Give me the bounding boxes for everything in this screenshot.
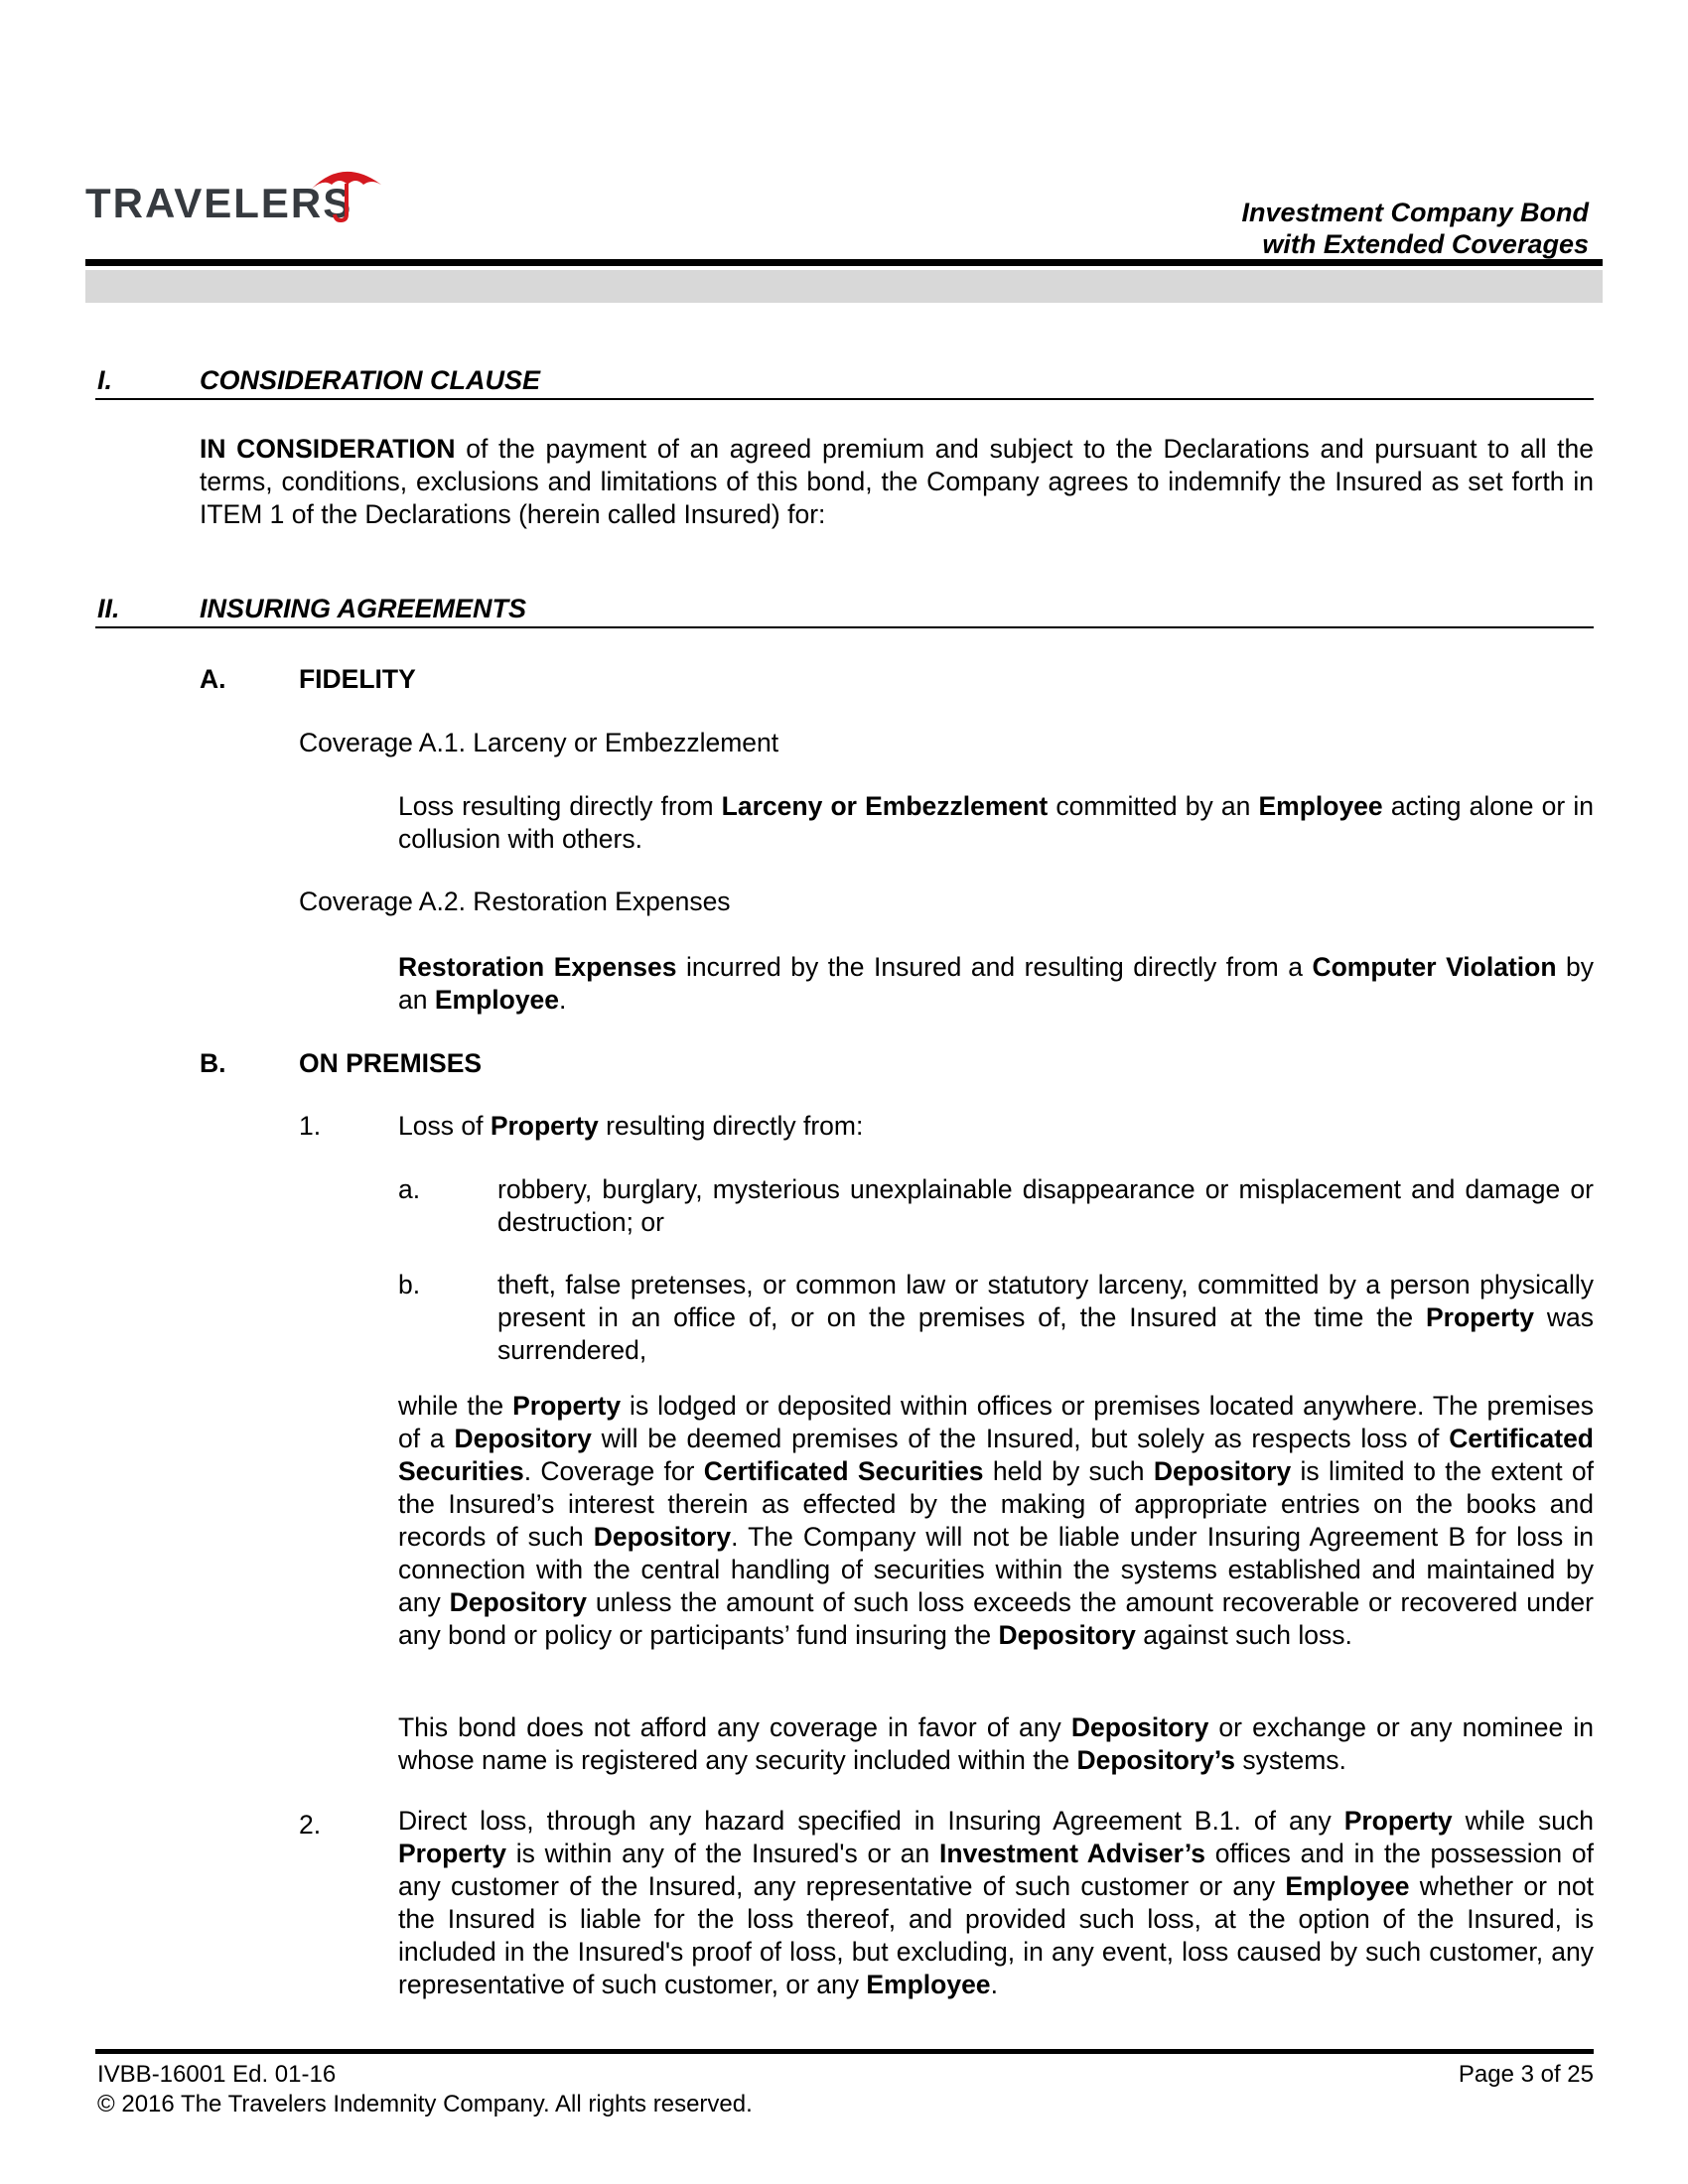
item-number-2: 2. bbox=[299, 1810, 322, 1840]
while-lodged-paragraph: while the Property is lodged or deposited within offices or premises located anywhere. The premises of a Depository will be deemed premises of the Insured, but solely as respects loss of Certificated Securities. Coverage for Certificated Securities held by such Depository is limited to the extent of the Insured’s interest therein as effected by the making of appropriate entries on the books and records of such Depository. The Company will not be liable under Insuring Agreement B for loss in connection with the central handling of securities within the systems established and maintained by any Depository unless the amount of such loss exceeds the amount recoverable or recovered under any bond or policy or participants’ fund insuring the Depository against such loss. bbox=[398, 1391, 1594, 1650]
section-heading-consideration bbox=[95, 364, 1594, 400]
coverage-a1-title: Coverage A.1. Larceny or Embezzlement bbox=[299, 728, 779, 757]
nominee-paragraph: This bond does not afford any coverage in favor of any Depository or exchange or any nominee in whose name is registered any security included within the Depository’s systems. bbox=[398, 1712, 1595, 1775]
footer-rule bbox=[95, 2049, 1594, 2054]
item-1-text: Loss of Property resulting directly from: bbox=[398, 1111, 864, 1141]
document-title-line1: Investment Company Bond bbox=[1241, 198, 1589, 227]
umbrella-icon bbox=[306, 163, 385, 222]
form-id: IVBB-16001 Ed. 01-16 bbox=[97, 2061, 337, 2088]
travelers-logo bbox=[85, 161, 383, 230]
subsection-letter-a: A. bbox=[200, 664, 226, 694]
item-number-1: 1. bbox=[299, 1111, 322, 1141]
coverage-a2-title: Coverage A.2. Restoration Expenses bbox=[299, 887, 731, 916]
header-gray-band bbox=[85, 270, 1603, 303]
header-rule bbox=[85, 259, 1603, 266]
page-number: Page 3 of 25 bbox=[1458, 2061, 1594, 2088]
section-number: I. bbox=[97, 365, 113, 395]
document-title-line2: with Extended Coverages bbox=[1262, 229, 1589, 259]
subsection-title-fidelity: FIDELITY bbox=[299, 664, 416, 694]
sub-item-a-text: robbery, burglary, mysterious unexplainable disappearance or misplacement and damage or destruction; or bbox=[497, 1174, 1594, 1237]
copyright: © 2016 The Travelers Indemnity Company. All rights reserved. bbox=[97, 2091, 753, 2117]
item-2-text: Direct loss, through any hazard specified in Insuring Agreement B.1. of any Property while such Property is within any of the Insured's or an Investment Adviser’s offices and in the possession of any customer of the Insured, any representative of such customer or any Employee whether or not the Insured is liable for the loss thereof, and provided such loss, at the option of the Insured, is included in the Insured's proof of loss, but excluding, in any event, loss caused by such customer, any representative of such customer, or any Employee. bbox=[398, 1806, 1594, 1999]
logo-wordmark: TRAVELERS bbox=[85, 180, 353, 226]
document-title bbox=[1241, 197, 1589, 260]
sub-item-label-a: a. bbox=[398, 1174, 421, 1204]
subsection-title-on-premises: ON PREMISES bbox=[299, 1048, 483, 1078]
consideration-paragraph: IN CONSIDERATION of the payment of an agreed premium and subject to the Declarations and pursuant to all the terms, conditions, exclusions and limitations of this bond, the Company agrees to indemnify the Insured as set forth in ITEM 1 of the Declarations (herein called Insured) for: bbox=[200, 434, 1594, 529]
subsection-letter-b: B. bbox=[200, 1048, 226, 1078]
coverage-a2-text: Restoration Expenses incurred by the Insured and resulting directly from a Computer Violation by an Employee. bbox=[398, 952, 1594, 1015]
sub-item-label-b: b. bbox=[398, 1270, 421, 1299]
section-heading-insuring-agreements bbox=[95, 593, 1594, 628]
section-title: CONSIDERATION CLAUSE bbox=[200, 365, 541, 395]
sub-item-b-text: theft, false pretenses, or common law or statutory larceny, committed by a person physically present in an office of, or on the premises of, the Insured at the time the Property was surrendered, bbox=[497, 1270, 1594, 1365]
section-title: INSURING AGREEMENTS bbox=[200, 594, 527, 623]
section-number: II. bbox=[97, 594, 120, 623]
coverage-a1-text: Loss resulting directly from Larceny or Embezzlement committed by an Employee acting alone or in collusion with others. bbox=[398, 791, 1594, 854]
